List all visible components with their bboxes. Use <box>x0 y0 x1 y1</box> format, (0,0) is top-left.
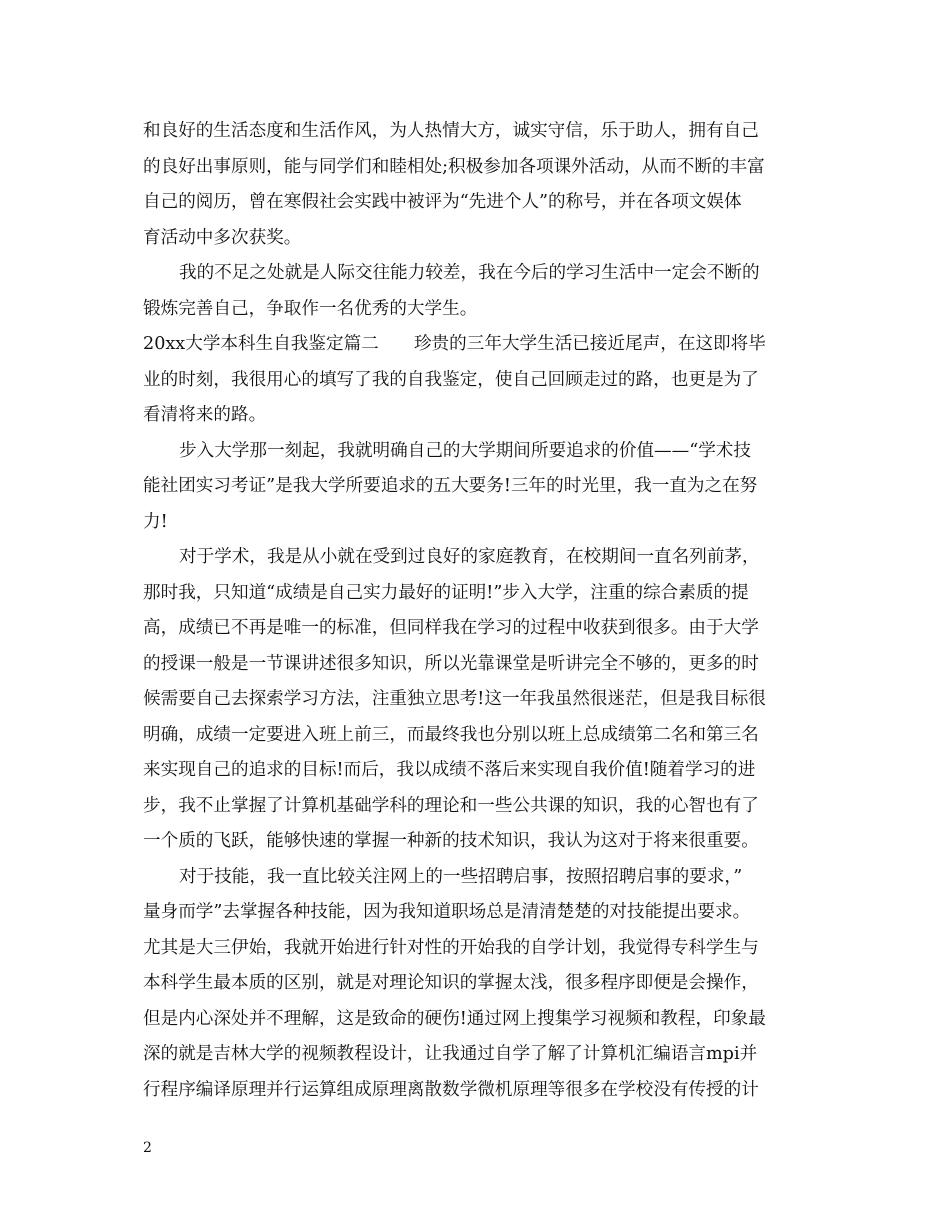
text-line: 高，成绩已不再是唯一的标准，但同样我在学习的过程中收获到很多。由于大学 <box>143 618 759 638</box>
text-line: 候需要自己去探索学习方法，注重独立思考!这一年我虽然很迷茫，但是我目标很 <box>143 689 766 709</box>
text-line: 的授课一般是一节课讲述很多知识，所以光靠课堂是听讲完全不够的，更多的时 <box>143 653 759 674</box>
text-line: 我的不足之处就是人际交往能力较差，我在今后的学习生活中一定会不断的 <box>179 263 760 283</box>
text-line: 步入大学那一刻起，我就明确自己的大学期间所要追求的价值——“学术技 <box>179 440 751 461</box>
text-line: 的良好出事原则，能与同学们和睦相处;积极参加各项课外活动，从而不断的丰富 <box>143 156 765 177</box>
text-line: 育活动中多次获奖。 <box>143 227 302 248</box>
text-line: 明确，成绩一定要进入班上前三，而最终我也分别以班上总成绩第二名和第三名 <box>143 724 759 745</box>
text-line: 对于技能，我一直比较关注网上的一些招聘启事，按照招聘启事的要求，” <box>179 866 743 887</box>
page-number: 2 <box>143 1140 152 1156</box>
text-line: 锻炼完善自己，争取作一名优秀的大学生。 <box>143 298 478 319</box>
text-line: 但是内心深处并不理解，这是致命的硬伤!通过网上搜集学习视频和教程，印象最 <box>143 1008 766 1029</box>
text-line: 自己的阅历，曾在寒假社会实践中被评为“先进个人”的称号，并在各项文娱体 <box>143 192 742 212</box>
text-line: 能社团实习考证”是我大学所要追求的五大要务!三年的时光里，我一直为之在努 <box>143 476 758 496</box>
text-line: 本科学生最本质的区别，就是对理论知识的掌握太浅，很多程序即便是会操作， <box>143 973 759 993</box>
text-line: 量身而学”去掌握各种技能，因为我知道职场总是清清楚楚的对技能提出要求。 <box>143 902 751 922</box>
text-line: 看清将来的路。 <box>143 405 267 425</box>
section-heading-line: 20xx大学本科生自我鉴定篇二 珍贵的三年大学生活已接近尾声，在这即将毕 <box>143 334 766 354</box>
document-body <box>143 114 809 1108</box>
text-line: 一个质的飞跃，能够快速的掌握一种新的技术知识，我认为这对于将来很重要。 <box>143 831 759 851</box>
text-line: 尤其是大三伊始，我就开始进行针对性的开始我的自学计划，我觉得专科学生与 <box>143 937 759 958</box>
text-line: 业的时刻，我很用心的填写了我的自我鉴定，使自己回顾走过的路，也更是为了 <box>143 369 759 390</box>
text-line: 深的就是吉林大学的视频教程设计，让我通过自学了解了计算机汇编语言mpi并 <box>143 1044 758 1064</box>
text-line: 步，我不止掌握了计算机基础学科的理论和一些公共课的知识，我的心智也有了 <box>143 795 759 816</box>
text-line: 行程序编译原理并行运算组成原理离散数学微机原理等很多在学校没有传授的计 <box>143 1079 759 1100</box>
text-line: 力! <box>143 511 168 532</box>
text-line: 那时我，只知道“成绩是自己实力最好的证明!”步入大学，注重的综合素质的提 <box>143 582 749 603</box>
text-line: 来实现自己的追求的目标!而后，我以成绩不落后来实现自我价值!随着学习的进 <box>143 760 756 780</box>
text-line: 和良好的生活态度和生活作风，为人热情大方，诚实守信，乐于助人，拥有自己 <box>143 121 759 141</box>
text-line: 对于学术，我是从小就在受到过良好的家庭教育，在校期间一直名列前茅， <box>179 547 760 567</box>
